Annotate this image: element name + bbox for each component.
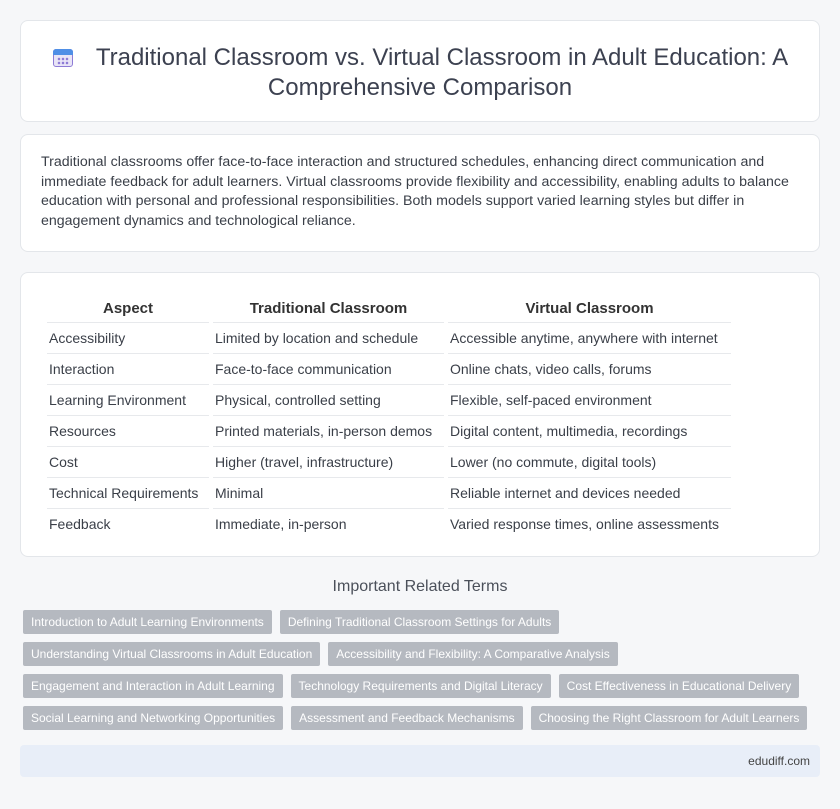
comparison-table: [43, 295, 735, 539]
related-term-tag[interactable]: Choosing the Right Classroom for Adult Learners: [531, 706, 808, 730]
table-cell: Online chats, video calls, forums: [448, 353, 731, 384]
footer-site: edudiff.com: [748, 754, 810, 768]
table-cell: Feedback: [47, 508, 209, 539]
page-title: Traditional Classroom vs. Virtual Classroom in Adult Education: A Comprehensive Comparison: [95, 44, 789, 101]
table-cell: Printed materials, in-person demos: [213, 415, 444, 446]
table-cell: Limited by location and schedule: [213, 322, 444, 353]
related-term-tag[interactable]: Technology Requirements and Digital Literacy: [291, 674, 551, 698]
calendar-icon: [52, 46, 74, 68]
related-term-tag[interactable]: Cost Effectiveness in Educational Delivery: [559, 674, 800, 698]
column-header: Aspect: [102, 300, 154, 317]
intro-text: Traditional classrooms offer face-to-face interaction and structured schedules, enhancing direct communication and immediate feedback for adult learners. Virtual classrooms provide flexibility and accessibility, enabling adults to balance education with personal and professional responsibilities. Both models support varied learning styles but differ in engagement dynamics and technological reliance.: [41, 154, 789, 229]
table-row: [47, 384, 731, 415]
table-row: [47, 508, 731, 539]
related-term-tag[interactable]: Introduction to Adult Learning Environments: [23, 610, 272, 634]
related-term-tag[interactable]: Social Learning and Networking Opportunities: [23, 706, 283, 730]
table-cell: Varied response times, online assessments: [448, 508, 731, 539]
related-terms-row: [23, 674, 823, 698]
table-cell: Resources: [47, 415, 209, 446]
table-cell: Learning Environment: [47, 384, 209, 415]
table-cell: Accessibility: [47, 322, 209, 353]
related-terms-title: Important Related Terms: [332, 578, 508, 595]
related-term-tag[interactable]: Understanding Virtual Classrooms in Adult Education: [23, 642, 320, 666]
related-term-tag[interactable]: Accessibility and Flexibility: A Comparative Analysis: [328, 642, 617, 666]
table-cell: Minimal: [213, 477, 444, 508]
table-cell: Interaction: [47, 353, 209, 384]
related-terms-row: [23, 706, 823, 730]
related-terms-list: [23, 610, 823, 738]
related-term-tag[interactable]: Defining Traditional Classroom Settings for Adults: [280, 610, 559, 634]
table-cell: Immediate, in-person: [213, 508, 444, 539]
table-cell: Face-to-face communication: [213, 353, 444, 384]
comparison-card: [20, 272, 820, 557]
header-card: [20, 20, 820, 122]
table-header-row: [47, 295, 731, 322]
related-term-tag[interactable]: Engagement and Interaction in Adult Learning: [23, 674, 283, 698]
table-row: [47, 477, 731, 508]
related-term-tag[interactable]: Assessment and Feedback Mechanisms: [291, 706, 522, 730]
table-cell: Physical, controlled setting: [213, 384, 444, 415]
related-terms-row: [23, 642, 823, 666]
table-cell: Lower (no commute, digital tools): [448, 446, 731, 477]
column-header: Traditional Classroom: [249, 300, 408, 317]
table-cell: Flexible, self-paced environment: [448, 384, 731, 415]
table-cell: Digital content, multimedia, recordings: [448, 415, 731, 446]
table-row: [47, 322, 731, 353]
page-title-row: [21, 43, 819, 103]
table-cell: Reliable internet and devices needed: [448, 477, 731, 508]
table-cell: Accessible anytime, anywhere with internet: [448, 322, 731, 353]
intro-card: [20, 134, 820, 252]
table-row: [47, 446, 731, 477]
table-cell: Technical Requirements: [47, 477, 209, 508]
table-row: [47, 353, 731, 384]
related-terms-row: [23, 610, 823, 634]
table-row: [47, 415, 731, 446]
table-cell: Higher (travel, infrastructure): [213, 446, 444, 477]
footer: [20, 745, 820, 777]
column-header: Virtual Classroom: [525, 300, 654, 317]
table-cell: Cost: [47, 446, 209, 477]
